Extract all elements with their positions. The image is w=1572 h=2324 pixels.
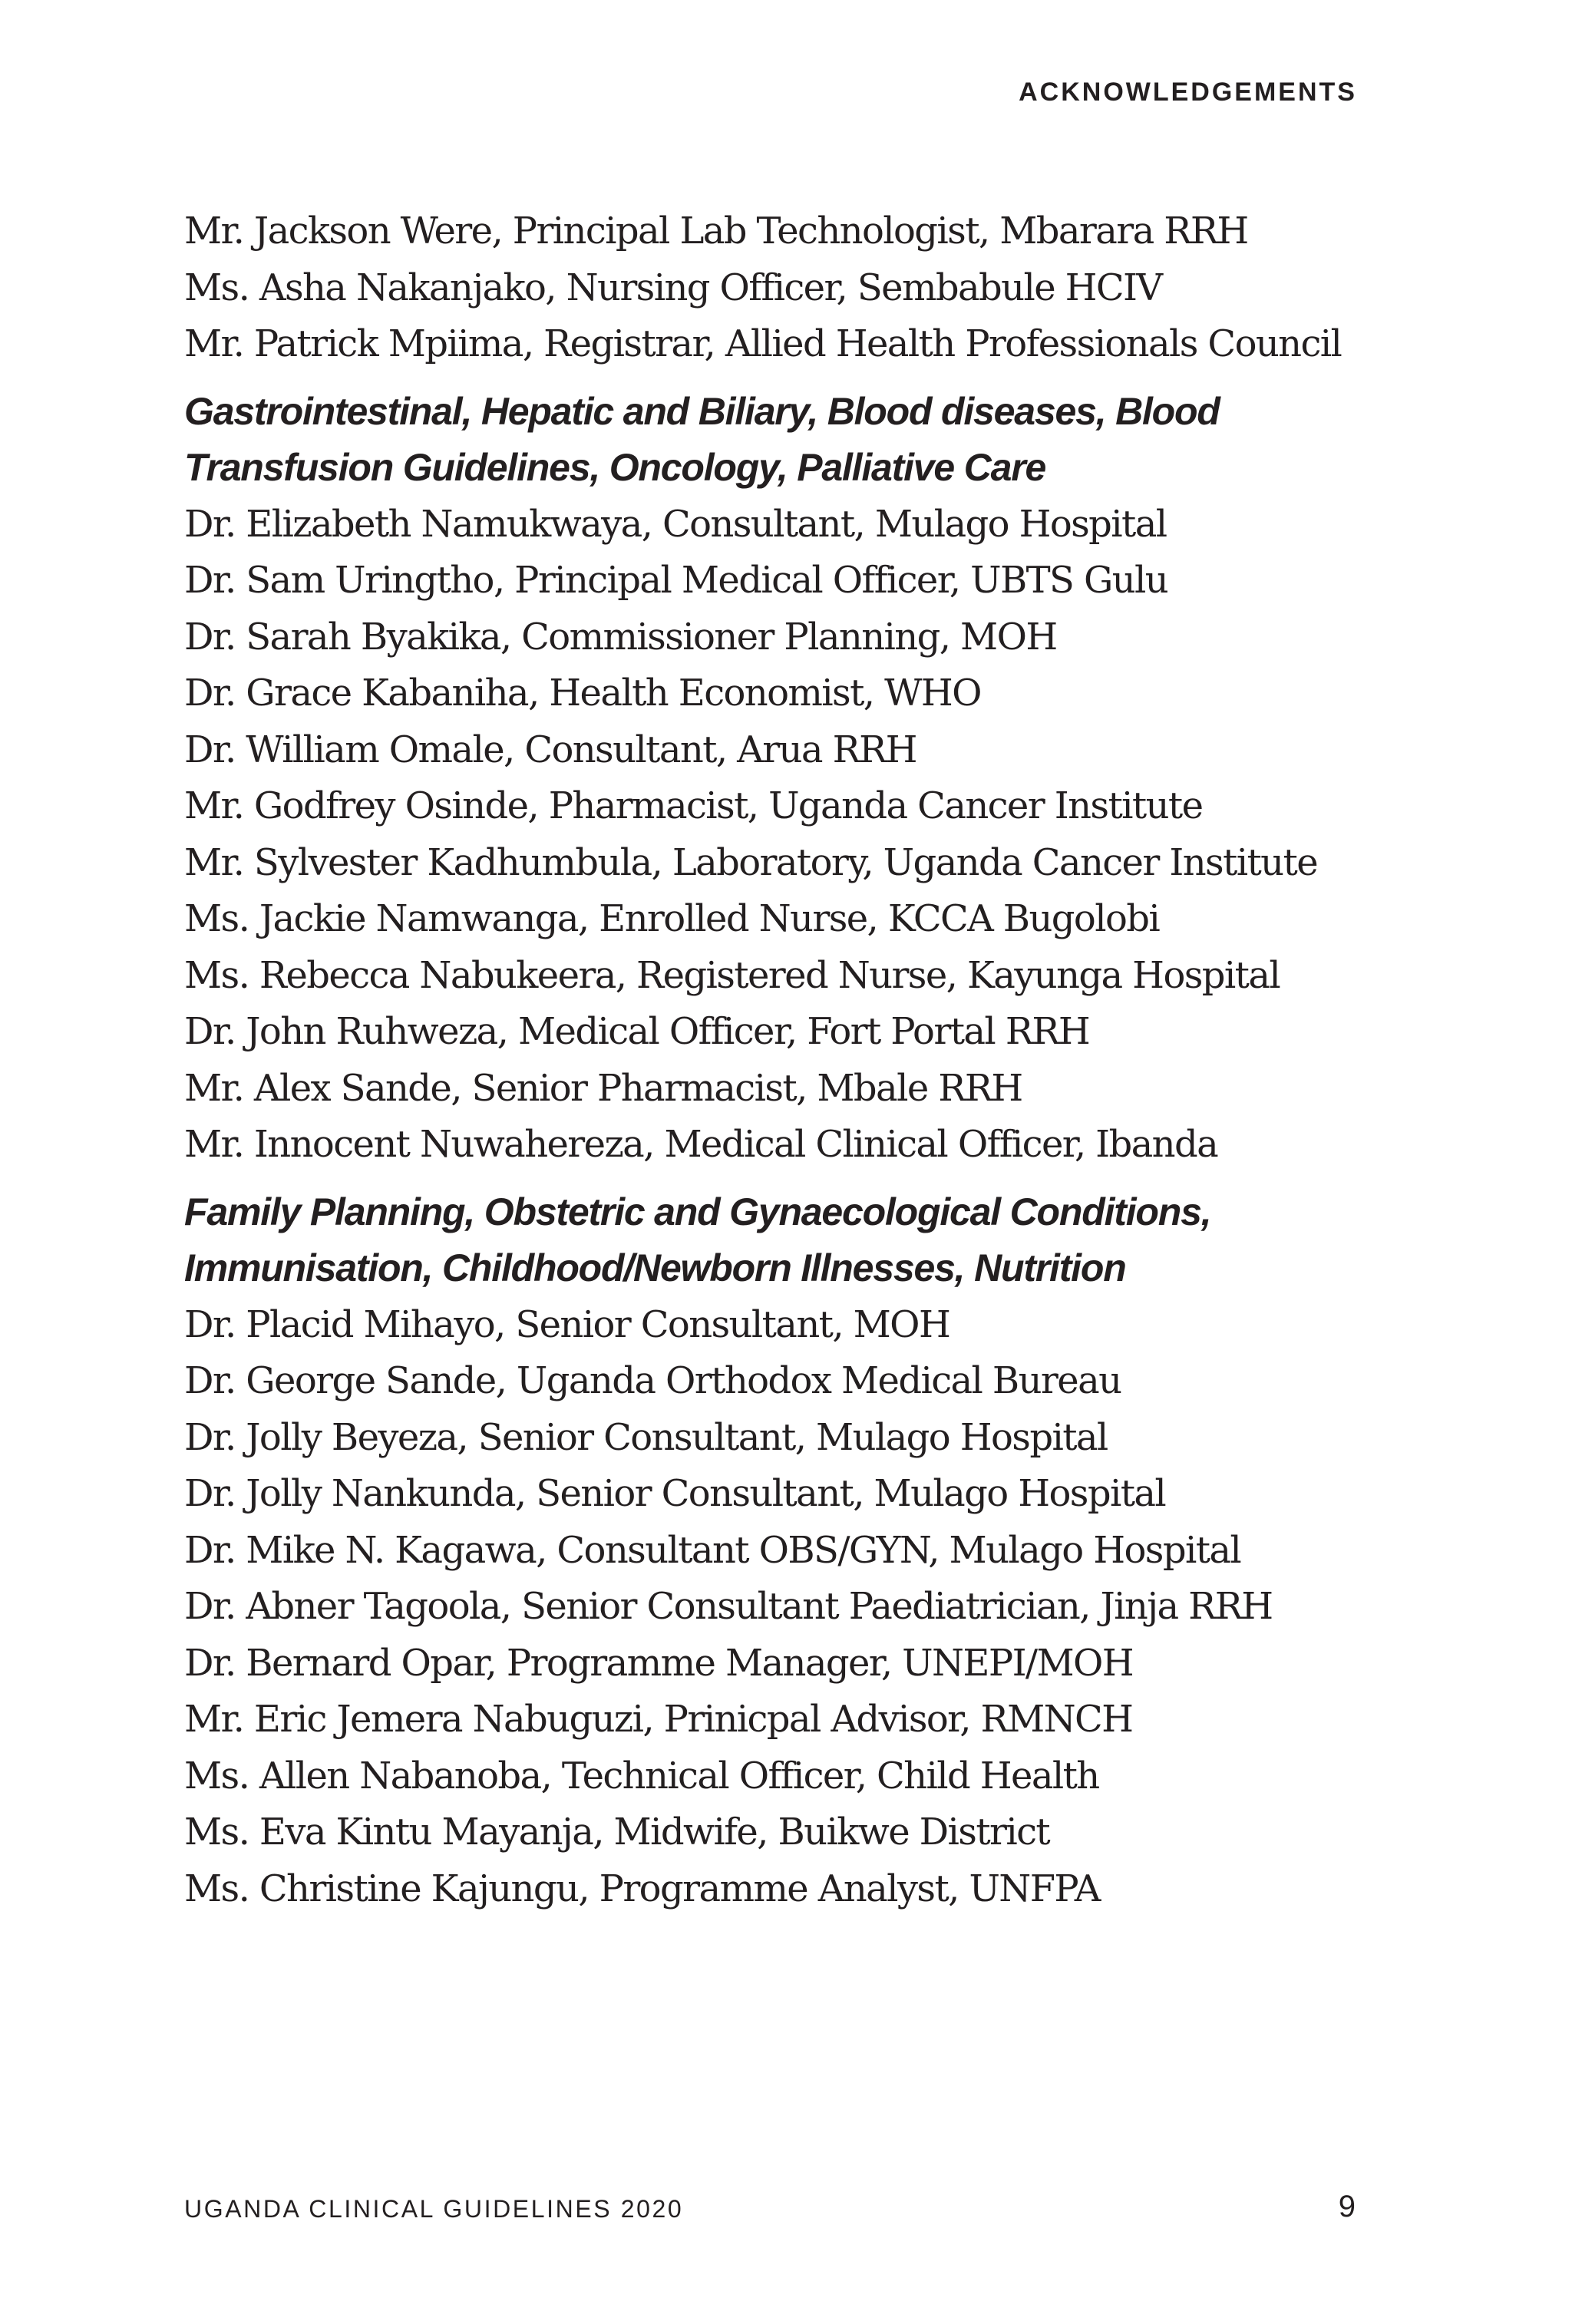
- contributor-entry: Mr. Eric Jemera Nabuguzi, Prinicpal Advisor, RMNCH: [184, 1698, 1133, 1741]
- contributor-entry: Ms. Asha Nakanjako, Nursing Officer, Sembabule HCIV: [184, 266, 1162, 309]
- contributor-entry: Dr. Bernard Opar, Programme Manager, UNEPI/MOH: [184, 1641, 1134, 1685]
- acknowledgement-section: [184, 203, 1382, 373]
- contributor-entry: Dr. Sarah Byakika, Commissioner Planning, MOH: [184, 615, 1057, 659]
- contributor-entry: Dr. Sam Uringtho, Principal Medical Officer, UBTS Gulu: [184, 559, 1168, 602]
- contributor-entry: Mr. Godfrey Osinde, Pharmacist, Uganda Cancer Institute: [184, 784, 1203, 827]
- section-heading-line: Immunisation, Childhood/Newborn Illnesses, Nutrition: [184, 1246, 1126, 1289]
- contributor-entry: Dr. William Omale, Consultant, Arua RRH: [184, 728, 916, 771]
- section-heading-line: Gastrointestinal, Hepatic and Biliary, Blood diseases, Blood: [184, 389, 1220, 433]
- contributor-entry: Dr. Placid Mihayo, Senior Consultant, MOH: [184, 1302, 950, 1346]
- section-heading-line: Family Planning, Obstetric and Gynaecological Conditions,: [184, 1190, 1211, 1233]
- contributor-entry: Dr. Abner Tagoola, Senior Consultant Paediatrician, Jinja RRH: [184, 1585, 1273, 1628]
- contributor-entry: Ms. Christine Kajungu, Programme Analyst, UNFPA: [184, 1867, 1100, 1910]
- contributor-entry: Ms. Rebecca Nabukeera, Registered Nurse, Kayunga Hospital: [184, 953, 1280, 997]
- acknowledgement-section: [184, 1184, 1382, 1918]
- contributor-entry: Dr. Grace Kabaniha, Health Economist, WHO: [184, 672, 981, 715]
- contributor-entry: Dr. Mike N. Kagawa, Consultant OBS/GYN, Mulago Hospital: [184, 1528, 1241, 1572]
- contributor-entry: Ms. Eva Kintu Mayanja, Midwife, Buikwe District: [184, 1811, 1050, 1854]
- contributor-entry: Dr. Jolly Beyeza, Senior Consultant, Mulago Hospital: [184, 1415, 1108, 1459]
- contributor-list: [184, 203, 1382, 373]
- section-heading: [184, 1184, 1382, 1297]
- running-foot: UGANDA CLINICAL GUIDELINES 2020: [184, 2195, 684, 2223]
- contributor-entry: Dr. George Sande, Uganda Orthodox Medical Bureau: [184, 1359, 1121, 1402]
- acknowledgements-content: [184, 203, 1382, 1917]
- contributor-list: [184, 497, 1382, 1174]
- page-number: 9: [1338, 2190, 1356, 2223]
- contributor-entry: Mr. Alex Sande, Senior Pharmacist, Mbale RRH: [184, 1066, 1022, 1110]
- contributor-entry: Mr. Innocent Nuwahereza, Medical Clinical Officer, Ibanda: [184, 1123, 1218, 1166]
- contributor-entry: Mr. Sylvester Kadhumbula, Laboratory, Uganda Cancer Institute: [184, 840, 1317, 884]
- contributor-list: [184, 1297, 1382, 1918]
- contributor-entry: Mr. Jackson Were, Principal Lab Technologist, Mbarara RRH: [184, 210, 1248, 253]
- section-heading-line: Transfusion Guidelines, Oncology, Palliative Care: [184, 446, 1046, 489]
- acknowledgement-section: [184, 384, 1382, 1174]
- contributor-entry: Dr. John Ruhweza, Medical Officer, Fort Portal RRH: [184, 1010, 1090, 1053]
- contributor-entry: Ms. Allen Nabanoba, Technical Officer, Child Health: [184, 1754, 1099, 1797]
- running-head: ACKNOWLEDGEMENTS: [1019, 78, 1357, 107]
- contributor-entry: Dr. Jolly Nankunda, Senior Consultant, Mulago Hospital: [184, 1472, 1166, 1515]
- section-heading: [184, 384, 1382, 497]
- contributor-entry: Mr. Patrick Mpiima, Registrar, Allied Health Professionals Council: [184, 322, 1342, 365]
- contributor-entry: Ms. Jackie Namwanga, Enrolled Nurse, KCCA Bugolobi: [184, 897, 1160, 940]
- contributor-entry: Dr. Elizabeth Namukwaya, Consultant, Mulago Hospital: [184, 502, 1167, 546]
